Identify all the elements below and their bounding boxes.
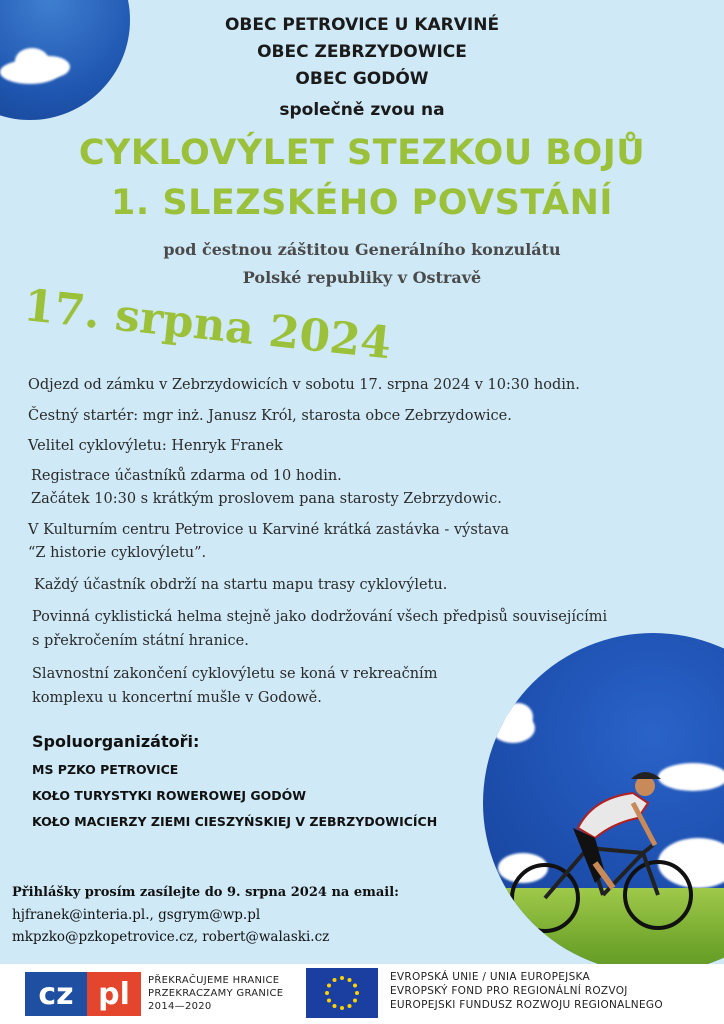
coorganizer-item: KOŁO MACIERZY ZIEMI CIESZYŃSKIEJ V ZEBRZYDOWICÍCH <box>32 814 438 829</box>
detail-finish-place: komplexu u koncertní mušle v Godowě. <box>32 690 322 706</box>
detail-registration: Registrace účastníků zdarma od 10 hodin. <box>31 468 342 484</box>
czpl-caption-line: 2014—2020 <box>148 1001 212 1012</box>
logo-pl: pl <box>87 972 141 1016</box>
event-date: 17. srpna 2024 <box>21 280 394 370</box>
eu-caption-line: EVROPSKÝ FOND PRO REGIONÁLNÍ ROZVOJ <box>390 985 628 997</box>
eu-caption-line: EVROPSKÁ UNIE / UNIA EUROPEJSKA <box>390 971 591 983</box>
czpl-logo <box>25 972 141 1016</box>
coorganizers-list <box>32 757 437 835</box>
czpl-caption-line: PRZEKRACZAMY GRANICE <box>148 988 284 999</box>
organizer-zebrzydowice: OBEC ZEBRZYDOWICE <box>257 42 467 62</box>
czpl-caption-line: PŘEKRAČUJEME HRANICE <box>148 975 280 986</box>
invite-text: společně zvou na <box>279 100 445 120</box>
patronage-line-2: Polské republiky v Ostravě <box>242 268 482 287</box>
detail-exhibition: “Z historie cyklovýletu”. <box>28 545 207 561</box>
detail-helmet: Povinná cyklistická helma stejně jako dodržování všech předpisů souvisejícími <box>32 609 608 625</box>
detail-starter: Čestný startér: mgr inż. Janusz Król, starosta obce Zebrzydowice. <box>28 408 512 424</box>
contact-info <box>12 882 399 948</box>
detail-map: Každý účastník obdrží na startu mapu trasy cyklovýletu. <box>34 577 448 593</box>
event-title <box>0 128 724 228</box>
detail-start: Začátek 10:30 s krátkým proslovem pana starosty Zebrzydowic. <box>31 491 502 507</box>
patronage <box>0 236 724 292</box>
cyclist-photo <box>483 633 724 964</box>
organizer-godow: OBEC GODÓW <box>295 69 429 89</box>
event-title-line-2: 1. SLEZSKÉHO POVSTÁNÍ <box>111 183 613 223</box>
eu-flag-icon <box>306 968 378 1018</box>
detail-finish: Slavnostní zakončení cyklovýletu se koná v rekreačním <box>32 666 438 682</box>
contact-emails-1: hjfranek@interia.pl., gsgrym@wp.pl <box>12 907 261 923</box>
coorganizers-title: Spoluorganizátoři: <box>32 732 200 751</box>
detail-stop: V Kulturním centru Petrovice u Karviné krátká zastávka - výstava <box>28 522 510 538</box>
contact-emails-2: mkpzko@pzkopetrovice.cz, robert@walaski.cz <box>12 929 330 945</box>
eu-caption <box>390 970 663 1012</box>
detail-departure: Odjezd od zámku v Zebrzydowicích v sobotu 17. srpna 2024 v 10:30 hodin. <box>28 377 580 393</box>
coorganizer-item: MS PZKO PETROVICE <box>32 762 179 777</box>
eu-caption-line: EUROPEJSKI FUNDUSZ ROZWOJU REGIONALNEGO <box>390 999 663 1011</box>
organizer-list <box>0 12 724 93</box>
organizer-petrovice: OBEC PETROVICE U KARVINÉ <box>224 15 500 35</box>
detail-leader: Velitel cyklovýletu: Henryk Franek <box>28 438 283 454</box>
coorganizer-item: KOŁO TURYSTYKI ROWEROWEJ GODÓW <box>32 788 307 803</box>
contact-lead: Přihlášky prosím zasílejte do 9. srpna 2024 na email: <box>12 885 399 900</box>
footer-logos <box>0 964 724 1024</box>
cyclist-icon <box>483 633 724 964</box>
detail-border: s překročením státní hranice. <box>32 633 249 649</box>
event-title-line-1: CYKLOVÝLET STEZKOU BOJŮ <box>78 133 646 173</box>
czpl-caption <box>148 974 283 1013</box>
logo-cz: cz <box>25 972 87 1016</box>
patronage-line-1: pod čestnou záštitou Generálního konzulátu <box>163 240 561 259</box>
